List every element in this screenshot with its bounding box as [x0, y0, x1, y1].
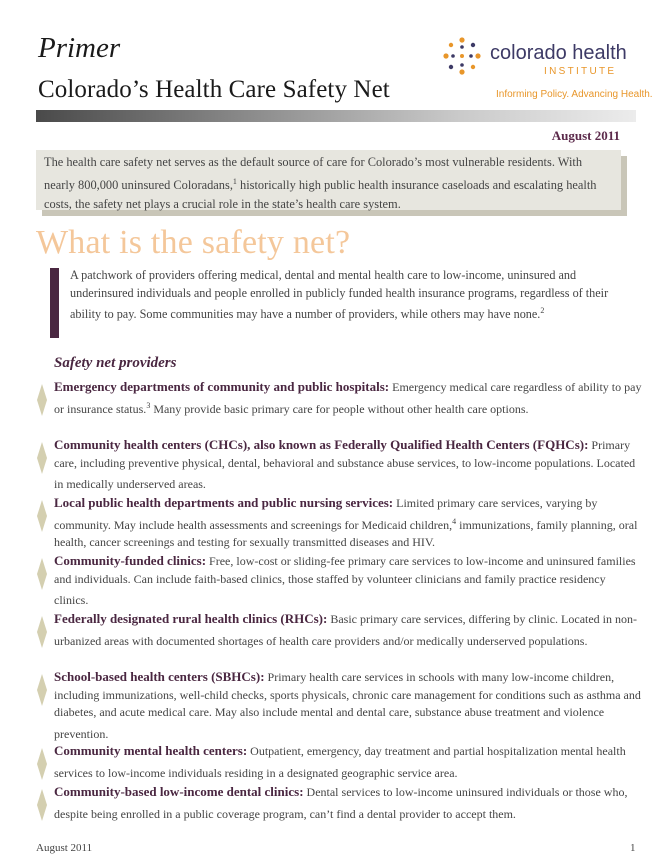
provider-description: Basic primary care services, differing by clinic. Located in non-urbanized areas with documented shortages of health care providers and/or medically underserved populations.	[54, 612, 638, 648]
footnote-ref: 3	[146, 400, 151, 410]
provider-description: Primary care, including preventive physical, dental, behavioral and substance abuse services, to low-income populations. Located in medically underserved areas.	[54, 438, 636, 492]
provider-description-continued: immunizations, family planning, oral health, cancer screenings and testing for sexually transmitted diseases and HIV.	[54, 517, 638, 550]
footnote-ref: 1	[232, 177, 237, 186]
provider-entry	[54, 494, 642, 552]
provider-entry	[54, 668, 642, 743]
providers-heading: Safety net providers	[54, 355, 177, 371]
intro-callout	[36, 150, 621, 210]
provider-description: Free, low-cost or sliding-fee primary care services to low-income and uninsured families and individuals. Can include faith-based clinics, those staffed by volunteer clinicians and family practice residency clinics.	[54, 554, 636, 608]
provider-entry	[54, 436, 642, 494]
provider-name: Local public health departments and public nursing services:	[54, 495, 394, 510]
provider-name: Federally designated rural health clinics (RHCs):	[54, 611, 328, 626]
provider-description: Emergency medical care regardless of ability to pay or insurance status.	[54, 380, 642, 416]
intro-text-continued: historically high public health insurance caseloads and escalating health costs, the safety net plays a crucial role in the state’s health care system.	[44, 178, 597, 212]
header-divider-bar	[36, 110, 636, 122]
publication-date: August 2011	[551, 128, 620, 143]
logo-starburst-icon	[440, 34, 484, 78]
intro-text: The health care safety net serves as the default source of care for Colorado’s most vulnerable residents. With nearly 800,000 uninsured Coloradans,	[44, 155, 583, 193]
provider-name: School-based health centers (SBHCs):	[54, 669, 265, 684]
page-title: Colorado’s Health Care Safety Net	[38, 76, 390, 103]
page-number: 1	[630, 842, 636, 854]
provider-description: Outpatient, emergency, day treatment and partial hospitalization mental health services to low-income individuals residing in a designated geographic service area.	[54, 744, 626, 780]
logo-name: colorado health	[490, 42, 627, 64]
provider-entry	[54, 378, 642, 418]
provider-entry	[54, 783, 642, 823]
footer-date: August 2011	[36, 842, 93, 854]
provider-name: Community mental health centers:	[54, 743, 248, 758]
bullet-diamond-icon	[37, 616, 47, 648]
provider-name: Emergency departments of community and public hospitals:	[54, 379, 390, 394]
provider-description-continued: Many provide basic primary care for people without other health care options.	[150, 401, 529, 416]
provider-description: Limited primary care services, varying by community. May include health assessments and screenings for Medicaid children,	[54, 496, 598, 532]
provider-description: Primary health care services in schools with many low-income children, including immunizations, well-child checks, sports physicals, chronic care management for conditions such as asthma and diabetes, and acute medical care. May also include mental and dental care, substance abuse treatment and violence prevention.	[54, 670, 641, 741]
provider-name: Community health centers (CHCs), also known as Federally Qualified Health Centers (FQHCs):	[54, 437, 589, 452]
provider-name: Community-based low-income dental clinics:	[54, 784, 304, 799]
bullet-diamond-icon	[37, 789, 47, 821]
bullet-diamond-icon	[37, 748, 47, 780]
logo-institute: INSTITUTE	[544, 66, 617, 77]
provider-name: Community-funded clinics:	[54, 553, 207, 568]
section-title: What is the safety net?	[36, 224, 351, 261]
footnote-ref: 2	[540, 306, 545, 315]
bullet-diamond-icon	[37, 558, 47, 590]
definition-body: A patchwork of providers offering medical, dental and mental health care to low-income, uninsured and underinsured individuals and people enrolled in publicly funded health insurance programs, regardless of their ability to pay. Some communities may have a number of providers, while others may have none.	[70, 268, 609, 322]
bullet-diamond-icon	[37, 674, 47, 706]
provider-entry	[54, 552, 642, 610]
provider-entry	[54, 742, 642, 782]
definition-text	[70, 267, 638, 324]
bullet-diamond-icon	[37, 384, 47, 416]
provider-description: Dental services to low-income uninsured individuals or those who, despite being enrolled in a public coverage program, can’t find a dental provider to accept them.	[54, 785, 628, 821]
provider-entry	[54, 610, 642, 650]
logo	[440, 34, 653, 104]
bullet-diamond-icon	[37, 442, 47, 474]
bullet-diamond-icon	[37, 500, 47, 532]
footnote-ref: 4	[452, 516, 457, 526]
definition-accent-bar	[50, 268, 59, 338]
logo-tagline: Informing Policy. Advancing Health.	[496, 89, 653, 100]
doc-type-title: Primer	[38, 32, 121, 64]
